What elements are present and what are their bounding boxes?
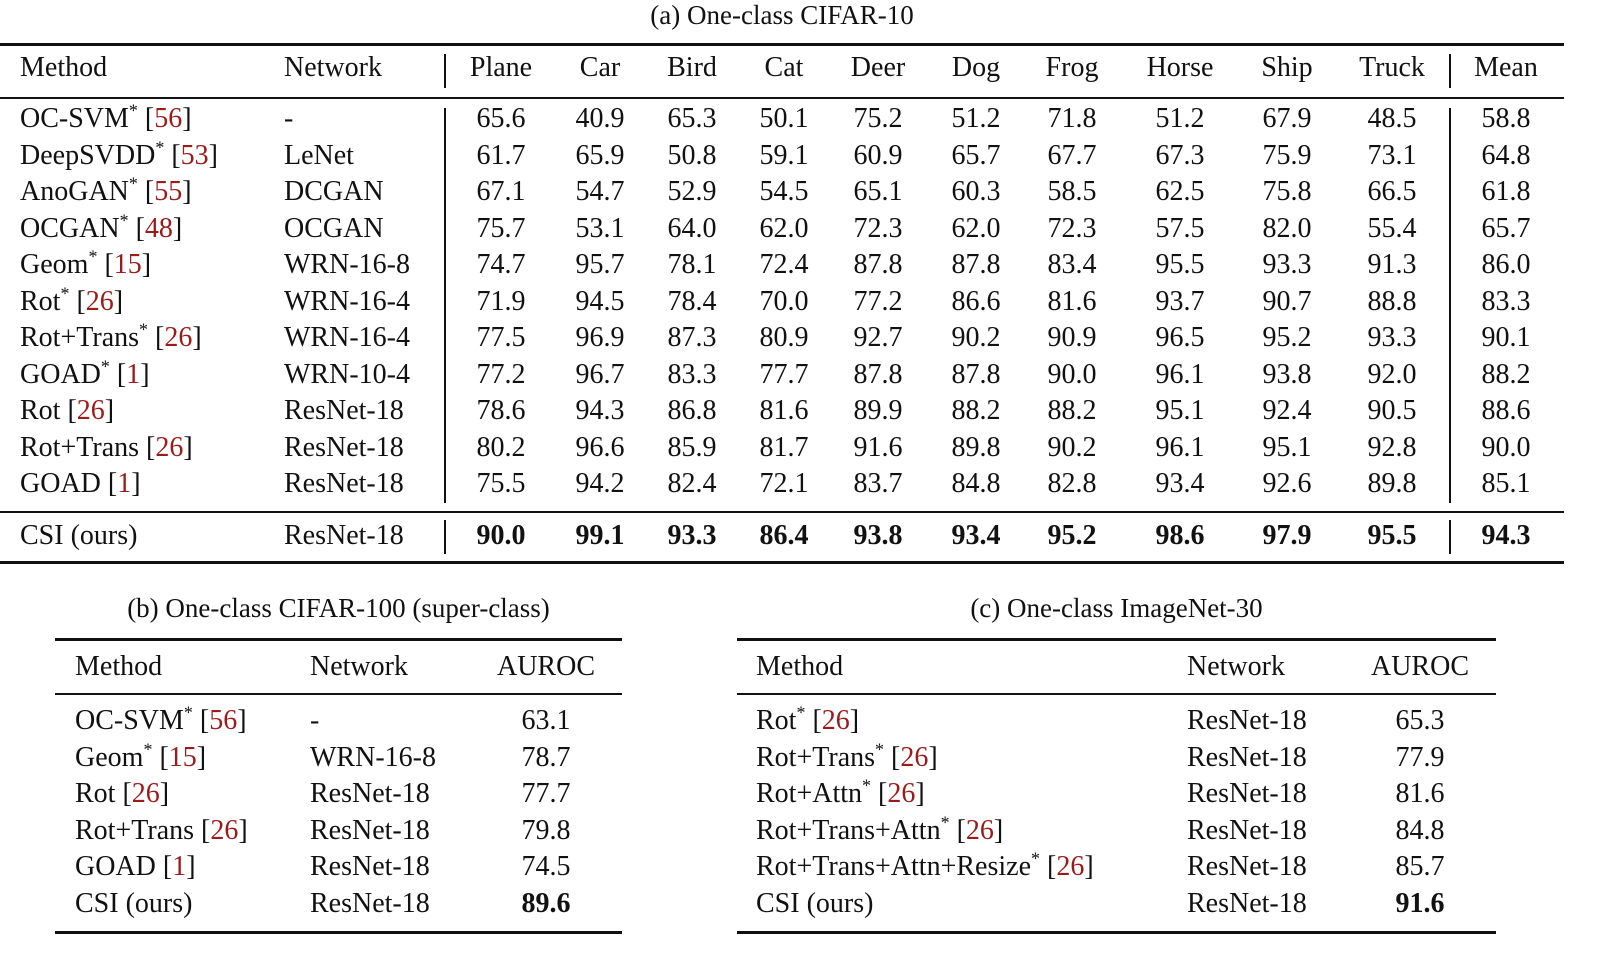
value-cell: 86.6 (951, 285, 1001, 317)
citation-link[interactable]: 26 (900, 741, 929, 773)
value-cell: 86.8 (667, 395, 717, 426)
value-cell: 89.8 (951, 431, 1001, 463)
network-cell: ResNet-18 (1187, 851, 1307, 883)
network-cell: ResNet-18 (310, 778, 430, 810)
value-cell: 94.2 (575, 468, 625, 499)
top-rule (0, 43, 1564, 46)
asterisk-marker: * (143, 739, 153, 760)
method-name: OC-SVM (75, 705, 184, 736)
value-cell: 78.6 (476, 395, 526, 426)
network-cell: - (284, 103, 294, 134)
header-frog: Frog (1045, 52, 1099, 83)
network-cell: ResNet-18 (310, 888, 430, 919)
value-cell: 48.5 (1367, 103, 1417, 134)
best-value-cell: 95.2 (1047, 520, 1097, 551)
citation-link[interactable]: 55 (154, 176, 183, 207)
citation-link[interactable]: 26 (210, 814, 239, 846)
method-name: OCGAN (20, 212, 120, 244)
value-cell: 71.9 (476, 285, 526, 317)
network-cell: ResNet-18 (1187, 741, 1307, 773)
header-auroc: AUROC (496, 651, 595, 682)
network-cell: WRN-16-8 (284, 249, 410, 280)
value-cell: 87.8 (853, 249, 903, 280)
header-method: Method (75, 651, 163, 682)
auroc-cell: 85.7 (1395, 851, 1445, 883)
value-cell: 62.0 (951, 212, 1001, 244)
asterisk-marker: * (875, 739, 885, 760)
network-cell: ResNet-18 (310, 814, 430, 846)
value-cell: 89.8 (1367, 468, 1417, 499)
value-cell: 96.5 (1155, 322, 1205, 353)
header-dog: Dog (951, 52, 1001, 83)
method-cell-ours: CSI (ours) (20, 520, 138, 551)
auroc-cell: 84.8 (1395, 814, 1445, 846)
value-cell: 93.7 (1155, 285, 1205, 317)
mid-rule (0, 511, 1564, 513)
value-cell: 77.2 (853, 285, 903, 317)
asterisk-marker: * (139, 319, 149, 340)
method-name: GOAD (20, 468, 101, 499)
auroc-cell: 74.5 (521, 851, 571, 883)
method-name: Rot+Attn (756, 778, 863, 810)
method-cell: Rot+Trans* [26] (20, 319, 202, 353)
value-cell: 67.1 (476, 176, 526, 207)
value-cell: 64.0 (667, 212, 717, 244)
best-value-cell: 93.4 (951, 520, 1001, 551)
value-cell: 93.3 (1367, 322, 1417, 353)
value-cell: 86.0 (1481, 249, 1531, 280)
value-cell: 67.9 (1262, 103, 1312, 134)
network-cell: WRN-16-4 (284, 285, 410, 317)
network-cell: WRN-10-4 (284, 358, 410, 390)
citation-link[interactable]: 26 (965, 814, 994, 846)
method-cell: GOAD* [1] (20, 356, 150, 390)
value-cell: 51.2 (1155, 103, 1205, 134)
value-cell: 77.2 (476, 358, 526, 390)
bottom-rule (0, 561, 1564, 564)
method-cell: Rot+Trans [26] (75, 814, 248, 846)
table-a-caption: (a) One-class CIFAR-10 (650, 0, 914, 30)
citation-link[interactable]: 1 (126, 358, 141, 390)
auroc-cell: 77.7 (521, 778, 571, 810)
asterisk-marker: * (796, 702, 806, 723)
header-network: Network (1187, 651, 1285, 682)
citation-link[interactable]: 26 (155, 431, 184, 463)
method-cell: Geom* [15] (20, 246, 152, 280)
value-cell: 77.5 (476, 322, 526, 353)
header-cat: Cat (764, 52, 804, 83)
method-cell: Rot [26] (75, 778, 170, 810)
value-cell: 50.1 (759, 103, 809, 134)
value-cell: 50.8 (667, 139, 717, 171)
method-name: Geom (20, 249, 89, 280)
best-value-cell: 98.6 (1155, 520, 1205, 551)
best-value-cell: 97.9 (1262, 520, 1312, 551)
method-name: Rot+Trans+Attn+Resize (756, 851, 1032, 883)
asterisk-marker: * (60, 283, 70, 304)
method-name: DeepSVDD (20, 139, 156, 171)
header-network: Network (310, 651, 408, 682)
asterisk-marker: * (119, 210, 129, 231)
value-cell: 87.3 (667, 322, 717, 353)
value-cell: 90.9 (1047, 322, 1097, 353)
value-cell: 83.3 (667, 358, 717, 390)
best-value-cell: 93.3 (667, 520, 717, 551)
asterisk-marker: * (862, 775, 872, 796)
value-cell: 54.7 (575, 176, 625, 207)
value-cell: 90.5 (1367, 395, 1417, 426)
value-cell: 84.8 (951, 468, 1001, 499)
value-cell: 92.0 (1367, 358, 1417, 390)
method-cell: Rot [26] (20, 395, 115, 426)
citation-link[interactable]: 1 (117, 468, 132, 499)
table-b-caption: (b) One-class CIFAR-100 (super-class) (127, 593, 550, 623)
value-cell: 40.9 (575, 103, 625, 134)
value-cell: 94.5 (575, 285, 625, 317)
method-name: Rot+Trans (75, 814, 195, 846)
network-cell: ResNet-18 (1187, 778, 1307, 810)
network-cell: ResNet-18 (1187, 814, 1307, 846)
value-cell: 52.9 (667, 176, 717, 207)
method-cell: DeepSVDD* [53] (20, 137, 218, 171)
value-cell: 94.3 (575, 395, 625, 426)
value-cell: 65.3 (667, 103, 717, 134)
auroc-cell: 78.7 (521, 741, 571, 773)
network-cell: ResNet-18 (310, 851, 430, 883)
table-c-caption: (c) One-class ImageNet-30 (970, 593, 1263, 623)
best-value-cell: 91.6 (1395, 888, 1445, 919)
best-value-cell: 99.1 (575, 520, 625, 551)
method-cell: Rot+Attn* [26] (756, 775, 925, 810)
value-cell: 95.7 (575, 249, 625, 280)
asterisk-marker: * (155, 137, 165, 158)
value-cell: 60.9 (853, 139, 903, 171)
value-cell: 74.7 (476, 249, 526, 280)
method-name: AnoGAN (20, 176, 129, 207)
value-cell: 78.4 (667, 285, 717, 317)
value-cell: 88.2 (1481, 358, 1531, 390)
value-cell: 88.2 (1047, 395, 1097, 426)
value-cell: 71.8 (1047, 103, 1097, 134)
auroc-cell: 65.3 (1395, 705, 1445, 736)
value-cell: 96.7 (575, 358, 625, 390)
value-cell: 65.9 (575, 139, 625, 171)
method-name: Rot (20, 395, 61, 426)
method-name: Rot (756, 705, 797, 736)
citation-link[interactable]: 26 (131, 778, 160, 810)
value-cell: 72.4 (759, 249, 809, 280)
best-value-cell: 90.0 (476, 520, 526, 551)
citation-link[interactable]: 26 (887, 778, 916, 810)
value-cell: 81.6 (759, 395, 809, 426)
header-bird: Bird (667, 52, 717, 83)
value-cell: 75.5 (476, 468, 526, 499)
method-name: Rot (75, 778, 116, 810)
value-cell: 90.0 (1047, 358, 1097, 390)
value-cell: 51.2 (951, 103, 1001, 134)
method-cell: GOAD [1] (75, 851, 196, 883)
value-cell: 93.3 (1262, 249, 1312, 280)
network-cell: ResNet-18 (284, 468, 404, 499)
method-cell: Geom* [15] (75, 739, 207, 773)
method-name: OC-SVM (20, 103, 129, 134)
top-rule (737, 638, 1496, 641)
method-cell-ours: CSI (ours) (756, 888, 874, 919)
value-cell: 77.7 (759, 358, 809, 390)
method-cell: AnoGAN* [55] (20, 173, 192, 207)
value-cell: 96.1 (1155, 431, 1205, 463)
asterisk-marker: * (100, 356, 110, 377)
citation-link[interactable]: 15 (113, 249, 142, 280)
method-cell: OC-SVM* [56] (20, 100, 192, 134)
value-cell: 95.1 (1262, 431, 1312, 463)
value-cell: 58.8 (1481, 103, 1531, 134)
asterisk-marker: * (88, 246, 98, 267)
asterisk-marker: * (128, 100, 138, 121)
value-cell: 54.5 (759, 176, 809, 207)
value-cell: 83.7 (853, 468, 903, 499)
value-cell: 62.5 (1155, 176, 1205, 207)
value-cell: 89.9 (853, 395, 903, 426)
value-cell: 80.2 (476, 431, 526, 463)
value-cell: 72.1 (759, 468, 809, 499)
value-cell: 65.7 (951, 139, 1001, 171)
best-value-cell: 95.5 (1367, 520, 1417, 551)
value-cell: 81.7 (759, 431, 809, 463)
auroc-cell: 81.6 (1395, 778, 1445, 810)
header-rule (737, 693, 1496, 695)
asterisk-marker: * (128, 173, 138, 194)
value-cell: 88.8 (1367, 285, 1417, 317)
method-cell: OC-SVM* [56] (75, 702, 247, 736)
method-name: Rot+Trans+Attn (756, 814, 941, 846)
network-cell: WRN-16-8 (310, 741, 436, 773)
network-cell: ResNet-18 (284, 395, 404, 426)
value-cell: 75.7 (476, 212, 526, 244)
header-plane: Plane (469, 52, 533, 83)
citation-link[interactable]: 48 (144, 212, 173, 244)
value-cell: 92.6 (1262, 468, 1312, 499)
value-cell: 88.6 (1481, 395, 1531, 426)
auroc-cell: 79.8 (521, 814, 571, 846)
value-cell: 87.8 (951, 249, 1001, 280)
value-cell: 96.6 (575, 431, 625, 463)
header-auroc: AUROC (1370, 651, 1469, 682)
value-cell: 81.6 (1047, 285, 1097, 317)
value-cell: 87.8 (951, 358, 1001, 390)
value-cell: 65.6 (476, 103, 526, 134)
method-cell: Rot* [26] (756, 702, 860, 736)
method-name: Rot (20, 285, 61, 317)
value-cell: 67.7 (1047, 139, 1097, 171)
value-cell: 83.3 (1481, 285, 1531, 317)
value-cell: 82.0 (1262, 212, 1312, 244)
citation-link[interactable]: 15 (168, 741, 197, 773)
network-cell: WRN-16-4 (284, 322, 410, 353)
network-cell: ResNet-18 (1187, 888, 1307, 919)
value-cell: 59.1 (759, 139, 809, 171)
method-cell: Rot+Trans [26] (20, 431, 193, 463)
value-cell: 96.9 (575, 322, 625, 353)
value-cell: 90.2 (1047, 431, 1097, 463)
value-cell: 60.3 (951, 176, 1001, 207)
network-cell: ResNet-18 (1187, 705, 1307, 736)
method-name: Rot+Trans (20, 431, 140, 463)
header-network: Network (284, 52, 382, 83)
header-truck: Truck (1359, 52, 1425, 83)
bottom-rule (737, 931, 1496, 934)
network-cell: ResNet-18 (284, 431, 404, 463)
method-name: GOAD (75, 851, 156, 883)
citation-link[interactable]: 53 (180, 139, 209, 171)
method-cell: Rot* [26] (20, 283, 124, 317)
asterisk-marker: * (183, 702, 193, 723)
method-name: Rot+Trans (756, 741, 876, 773)
header-method: Method (20, 52, 108, 83)
best-value-cell: 89.6 (521, 888, 571, 919)
value-cell: 91.3 (1367, 249, 1417, 280)
value-cell: 92.7 (853, 322, 903, 353)
auroc-cell: 63.1 (521, 705, 571, 736)
network-cell: LeNet (284, 139, 354, 171)
value-cell: 90.0 (1481, 431, 1531, 463)
citation-link[interactable]: 26 (1056, 851, 1085, 883)
header-mean: Mean (1474, 52, 1538, 83)
value-cell: 55.4 (1367, 212, 1417, 244)
citation-link[interactable]: 26 (85, 285, 114, 317)
value-cell: 72.3 (1047, 212, 1097, 244)
auroc-cell: 77.9 (1395, 741, 1445, 773)
value-cell: 65.1 (853, 176, 903, 207)
value-cell: 57.5 (1155, 212, 1205, 244)
header-car: Car (579, 52, 621, 83)
citation-link[interactable]: 26 (76, 395, 105, 426)
value-cell: 75.2 (853, 103, 903, 134)
header-horse: Horse (1146, 52, 1214, 83)
method-cell: Rot+Trans* [26] (756, 739, 938, 773)
value-cell: 67.3 (1155, 139, 1205, 171)
value-cell: 78.1 (667, 249, 717, 280)
value-cell: 58.5 (1047, 176, 1097, 207)
value-cell: 85.9 (667, 431, 717, 463)
value-cell: 62.0 (759, 212, 809, 244)
method-cell: OCGAN* [48] (20, 210, 183, 244)
citation-link[interactable]: 1 (172, 851, 187, 883)
value-cell: 95.5 (1155, 249, 1205, 280)
method-name: GOAD (20, 358, 101, 390)
asterisk-marker: * (940, 812, 950, 833)
value-cell: 92.4 (1262, 395, 1312, 426)
citation-link[interactable]: 26 (164, 322, 193, 353)
best-value-cell: 93.8 (853, 520, 903, 551)
value-cell: 95.1 (1155, 395, 1205, 426)
header-ship: Ship (1261, 52, 1313, 83)
best-value-cell: 94.3 (1481, 520, 1531, 551)
value-cell: 91.6 (853, 431, 903, 463)
method-cell: GOAD [1] (20, 468, 141, 499)
value-cell: 70.0 (759, 285, 809, 317)
citation-link[interactable]: 56 (209, 705, 238, 736)
network-cell: ResNet-18 (284, 520, 404, 551)
network-cell: OCGAN (284, 212, 384, 244)
value-cell: 90.1 (1481, 322, 1531, 353)
citation-link[interactable]: 56 (154, 103, 183, 134)
value-cell: 73.1 (1367, 139, 1417, 171)
value-cell: 75.8 (1262, 176, 1312, 207)
value-cell: 65.7 (1481, 212, 1531, 244)
best-value-cell: 86.4 (759, 520, 809, 551)
header-rule (0, 97, 1564, 99)
value-cell: 82.8 (1047, 468, 1097, 499)
value-cell: 96.1 (1155, 358, 1205, 390)
value-cell: 92.8 (1367, 431, 1417, 463)
value-cell: 75.9 (1262, 139, 1312, 171)
asterisk-marker: * (1031, 849, 1041, 870)
method-cell: Rot+Trans+Attn* [26] (756, 812, 1004, 846)
value-cell: 80.9 (759, 322, 809, 353)
value-cell: 72.3 (853, 212, 903, 244)
citation-link[interactable]: 26 (821, 705, 850, 736)
value-cell: 61.7 (476, 139, 526, 171)
value-cell: 93.8 (1262, 358, 1312, 390)
value-cell: 93.4 (1155, 468, 1205, 499)
method-name: Rot+Trans (20, 322, 140, 353)
value-cell: 85.1 (1481, 468, 1531, 499)
value-cell: 87.8 (853, 358, 903, 390)
value-cell: 61.8 (1481, 176, 1531, 207)
value-cell: 53.1 (575, 212, 625, 244)
network-cell: - (310, 705, 320, 736)
value-cell: 90.7 (1262, 285, 1312, 317)
top-rule (55, 638, 622, 641)
value-cell: 90.2 (951, 322, 1001, 353)
bottom-rule (55, 931, 622, 934)
header-method: Method (756, 651, 844, 682)
method-cell: Rot+Trans+Attn+Resize* [26] (756, 849, 1094, 883)
header-rule (55, 693, 622, 695)
value-cell: 83.4 (1047, 249, 1097, 280)
value-cell: 82.4 (667, 468, 717, 499)
method-cell-ours: CSI (ours) (75, 888, 193, 919)
value-cell: 66.5 (1367, 176, 1417, 207)
network-cell: DCGAN (284, 176, 384, 207)
value-cell: 88.2 (951, 395, 1001, 426)
value-cell: 95.2 (1262, 322, 1312, 353)
method-name: Geom (75, 741, 144, 773)
header-deer: Deer (850, 52, 906, 83)
value-cell: 64.8 (1481, 139, 1531, 171)
